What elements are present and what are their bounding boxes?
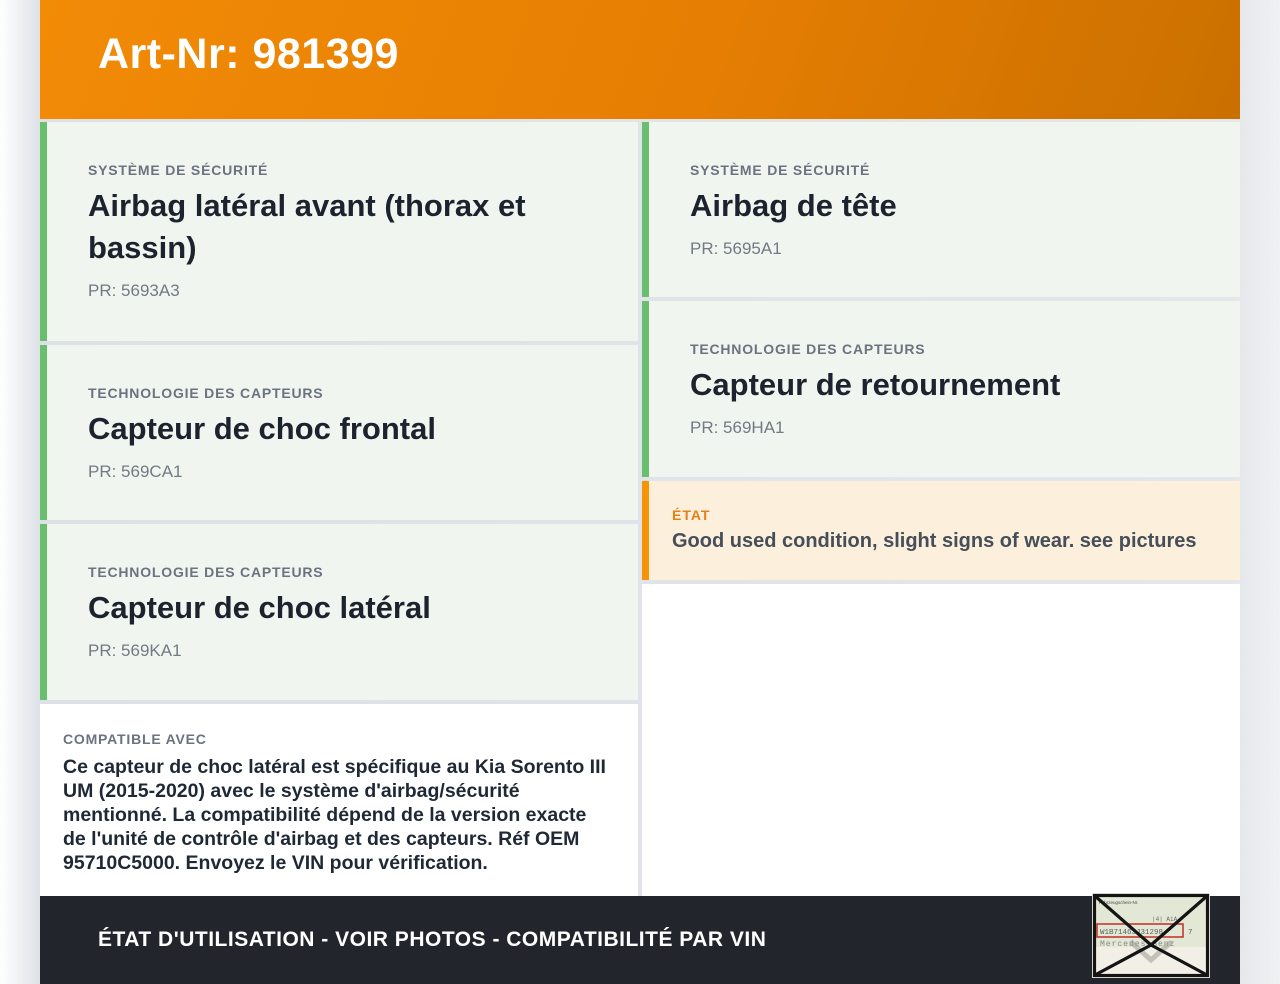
spec-card-title: Capteur de retournement	[690, 367, 1061, 402]
spec-card-title: Airbag de tête	[690, 188, 897, 223]
spec-card-pr-code: PR: 5695A1	[690, 238, 782, 258]
condition-text: Good used condition, slight signs of wear. see pictures	[672, 530, 1197, 552]
condition-label: ÉTAT	[672, 507, 711, 523]
spec-card-capteur-retournement	[642, 301, 1240, 477]
spec-card-airbag-tete	[642, 122, 1240, 297]
compatibility-label: COMPATIBLE AVEC	[63, 731, 207, 747]
doc-title-text: Fahrzeugschein-Nr.	[1099, 900, 1139, 905]
spec-card-capteur-lateral	[40, 524, 638, 700]
right-column	[642, 122, 1240, 896]
right-column-filler	[642, 584, 1240, 896]
spec-card-title: Airbag latéral avant (thorax et bassin)	[88, 188, 526, 265]
spec-card-category: TECHNOLOGIE DES CAPTEURS	[88, 385, 324, 401]
spec-card-category: SYSTÈME DE SÉCURITÉ	[690, 162, 871, 178]
spec-card-title: Capteur de choc frontal	[88, 411, 436, 446]
content-container	[40, 0, 1240, 984]
registration-doc-image	[1092, 893, 1210, 978]
brand-text: Mercedes-Benz	[1100, 940, 1176, 949]
spec-card-category: TECHNOLOGIE DES CAPTEURS	[88, 564, 324, 580]
vin-suffix-text: 7	[1188, 929, 1193, 937]
spec-card-pr-code: PR: 569CA1	[88, 461, 183, 481]
vin-envelope-thumbnail	[1092, 893, 1210, 978]
compatibility-card	[40, 704, 638, 896]
compatibility-text: Ce capteur de choc latéral est spécifique au Kia Sorento III UM (2015-2020) avec le système d'airbag/sécurité mentionné. La compatibilité dépend de la version exacte de l'unité de contrôle d'airbag et des capteurs. Réf OEM 95710C5000. Envoyez le VIN pour vérification.	[63, 756, 606, 874]
footer-headline: ÉTAT D'UTILISATION - VOIR PHOTOS - COMPATIBILITÉ PAR VIN	[98, 928, 767, 951]
left-column	[40, 122, 638, 896]
article-number-title: Art-Nr: 981399	[98, 30, 399, 78]
spec-card-pr-code: PR: 5693A3	[88, 280, 180, 300]
spec-card-airbag-lateral	[40, 122, 638, 341]
spec-card-title: Capteur de choc latéral	[88, 590, 431, 625]
vin-text: W1B71463J31298	[1100, 929, 1164, 937]
footer-bar	[40, 896, 1240, 984]
spec-card-capteur-frontal	[40, 345, 638, 520]
condition-card	[642, 481, 1240, 580]
article-header-banner	[40, 0, 1240, 119]
spec-card-pr-code: PR: 569KA1	[88, 640, 182, 660]
spec-card-category: SYSTÈME DE SÉCURITÉ	[88, 162, 269, 178]
doc-misc-text: |4| AiA	[1152, 916, 1178, 923]
spec-card-pr-code: PR: 569HA1	[690, 417, 785, 437]
spec-columns	[40, 122, 1240, 896]
spec-card-category: TECHNOLOGIE DES CAPTEURS	[690, 341, 926, 357]
